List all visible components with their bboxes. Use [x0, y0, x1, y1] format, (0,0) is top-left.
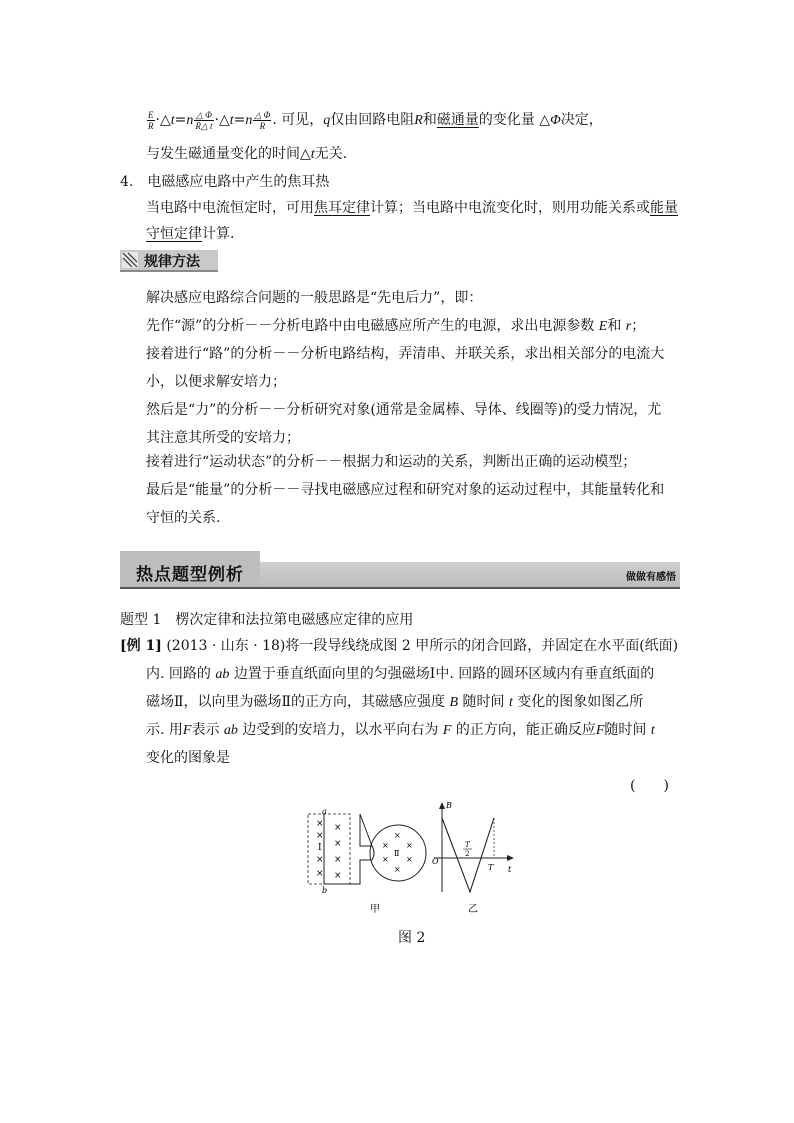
cross-mark: × — [334, 871, 342, 881]
method-p6a: 最后是“能量”的分析－－寻找电磁感应过程和研究对象的运动过程中，其能量转化和 — [146, 482, 665, 498]
label-half-t-num: T — [465, 841, 470, 849]
cross-mark: × — [394, 865, 401, 874]
method-p3b: 小，以便求解安培力； — [146, 374, 286, 390]
wire-loop — [324, 814, 372, 884]
cross-mark: × — [316, 869, 324, 879]
method-label-bar: 规律方法 — [120, 250, 218, 272]
cross-mark: × — [316, 831, 324, 841]
hatch-icon — [122, 252, 138, 268]
cross-mark: × — [406, 855, 413, 864]
section-header — [120, 551, 680, 587]
section-slogan: 做做有感悟 — [626, 572, 676, 583]
example-tag: [例 1] — [120, 638, 162, 654]
formula-line: $\frac{E}{R}$ ·△t=n $\frac{\triangle \Phi}{R\triangle t}$ ·△t=n $\frac{\triangle \Phi}{R}$ . 可见，q仅由回路电阻R和磁通量的变化量 △Φ决定， — [148, 109, 603, 131]
section-title: 热点题型例析 — [136, 565, 244, 585]
label-half-t-den: 2 — [465, 850, 470, 858]
axis-t-arrow-icon — [507, 855, 514, 861]
cross-mark: × — [334, 823, 342, 833]
figure-2 — [300, 800, 530, 920]
label-origin: O — [432, 857, 439, 866]
axis-b-arrow-icon — [439, 802, 445, 809]
label-axis-b: B — [446, 801, 452, 810]
formula-line-2: 与发生磁通量变化的时间△t无关. — [146, 146, 348, 162]
method-p3a: 接着进行“路”的分析－－分析电路结构，弄清串、并联关系，求出相关部分的电流大 — [146, 346, 665, 362]
fraction-dphi-over-r: $\frac{\triangle \Phi}{R}$ — [254, 109, 271, 131]
label-field-II: Ⅱ — [394, 849, 400, 858]
section-rule — [120, 587, 680, 589]
cross-mark: × — [334, 855, 342, 865]
problem-line-5: 变化的图象是 — [146, 750, 230, 766]
caption-jia: 甲 — [370, 904, 380, 915]
cross-mark: × — [334, 839, 342, 849]
method-p5: 接着进行“运动状态”的分析－－根据力和运动的关系，判断出正确的运动模型； — [146, 454, 637, 470]
method-p4a: 然后是“力”的分析－－分析研究对象(通常是金属棒、导体、线圈等)的受力情况，尤 — [146, 402, 662, 418]
cross-mark: × — [382, 841, 389, 850]
cross-mark: × — [394, 831, 401, 840]
answer-bracket: ( ) — [630, 778, 669, 794]
cross-mark: × — [316, 819, 324, 829]
label-axis-t: t — [508, 865, 512, 874]
cross-mark: × — [406, 841, 413, 850]
cross-mark: × — [316, 855, 324, 865]
label-field-I: Ⅰ — [318, 843, 322, 853]
item-4-text-2: 守恒定律计算. — [146, 226, 235, 242]
item-4-heading: 4. 电磁感应电路中产生的焦耳热 — [120, 174, 330, 190]
method-p4b: 其注意其所受的安培力； — [146, 430, 300, 446]
field-region-I — [308, 814, 350, 884]
fraction-dphi-over-rdt: $\frac{\triangle \Phi}{R\triangle t}$ — [195, 109, 213, 131]
method-p6b: 守恒的关系. — [146, 510, 221, 526]
method-p2: 先作“源”的分析－－分析电路中由电磁感应所产生的电源，求出电源参数 E和 r； — [146, 318, 646, 334]
problem-line-4: 示. 用F表示 ab 边受到的安培力，以水平向右为 F 的正方向，能正确反应F随时间 t — [146, 722, 655, 738]
label-b: b — [322, 886, 328, 895]
caption-yi: 乙 — [468, 904, 478, 915]
figure-caption: 图 2 — [398, 930, 426, 946]
label-a: a — [322, 807, 327, 816]
problem-line-3: 磁场Ⅱ，以向里为磁场Ⅱ的正方向，其磁感应强度 B 随时间 t 变化的图象如图乙所 — [146, 694, 644, 710]
problem-line-2: 内. 回路的 ab 边置于垂直纸面向里的匀强磁场Ⅰ中. 回路的圆环区域内有垂直纸面的 — [146, 666, 655, 682]
ring-connector — [372, 846, 374, 860]
item-4-text-1: 当电路中电流恒定时，可用焦耳定律计算；当电路中电流变化时，则用功能关系或能量 — [146, 200, 678, 216]
label-t-period: T — [488, 863, 494, 872]
method-p1: 解决感应电路综合问题的一般思路是“先电后力”，即： — [146, 290, 483, 306]
problem-line-1: [例 1] (2013 · 山东 · 18)将一段导线绕成图 2 甲所示的闭合回路，并固定在水平面(纸面) — [120, 638, 679, 654]
problem-type-label: 题型 1 楞次定律和法拉第电磁感应定律的应用 — [120, 612, 414, 628]
cross-mark: × — [382, 855, 389, 864]
fraction-e-over-r: $\frac{E}{R}$ — [148, 109, 154, 131]
figure-yi — [432, 801, 514, 892]
figure-jia — [308, 807, 426, 895]
